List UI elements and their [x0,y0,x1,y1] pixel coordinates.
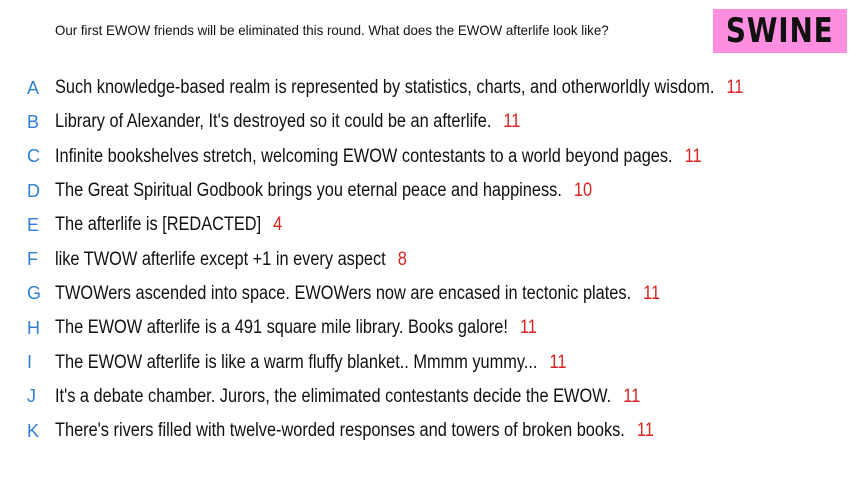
response-text: Such knowledge-based realm is represented by statistics, charts, and otherworldly wisdom. [55,77,715,99]
word-count: 11 [519,317,537,339]
word-count: 4 [273,214,283,236]
response-letter: J [27,386,36,407]
response-letter: C [27,146,40,167]
response-text: The afterlife is [REDACTED] [55,214,262,236]
response-text: Infinite bookshelves stretch, welcoming EWOW contestants to a world beyond pages. [55,145,673,167]
word-count: 11 [503,111,521,133]
response-letter: G [27,283,42,304]
response-letter: D [27,180,40,201]
swine-badge [713,9,847,53]
response-text: Library of Alexander, It's destroyed so it could be an afterlife. [55,111,492,133]
word-count: 10 [573,180,593,202]
response-text: like TWOW afterlife except +1 in every aspect [55,248,386,270]
response-letter: I [27,352,33,373]
word-count: 8 [397,248,407,270]
response-list [0,71,853,448]
response-row [0,345,853,379]
word-count: 11 [636,420,654,442]
response-row [0,414,853,448]
response-letter: K [27,420,40,441]
response-text: The Great Spiritual Godbook brings you eternal peace and happiness. [55,180,562,202]
prompt-text: Our first EWOW friends will be eliminated this round. What does the EWOW afterlife look like? [55,22,609,38]
badge-label: SWINE [726,11,834,51]
word-count: 11 [726,77,744,99]
response-letter: H [27,317,40,338]
response-text: It's a debate chamber. Jurors, the elimimated contestants decide the EWOW. [55,385,612,407]
word-count: 11 [623,385,641,407]
response-text: The EWOW afterlife is a 491 square mile library. Books galore! [55,317,508,339]
response-row [0,71,853,105]
response-row [0,380,853,414]
response-row [0,140,853,174]
response-text: There's rivers filled with twelve-worded responses and towers of broken books. [55,420,625,442]
response-row [0,174,853,208]
response-letter: F [27,249,38,270]
response-text: The EWOW afterlife is like a warm fluffy blanket.. Mmmm yummy... [55,351,538,373]
word-count: 11 [549,351,567,373]
response-row [0,311,853,345]
response-row [0,105,853,139]
response-text: TWOWers ascended into space. EWOWers now are encased in tectonic plates. [55,282,632,304]
response-row [0,208,853,242]
response-row [0,277,853,311]
response-letter: E [27,214,40,235]
response-letter: A [27,77,40,98]
word-count: 11 [643,282,661,304]
response-row [0,242,853,276]
word-count: 11 [684,145,702,167]
response-letter: B [27,111,40,132]
